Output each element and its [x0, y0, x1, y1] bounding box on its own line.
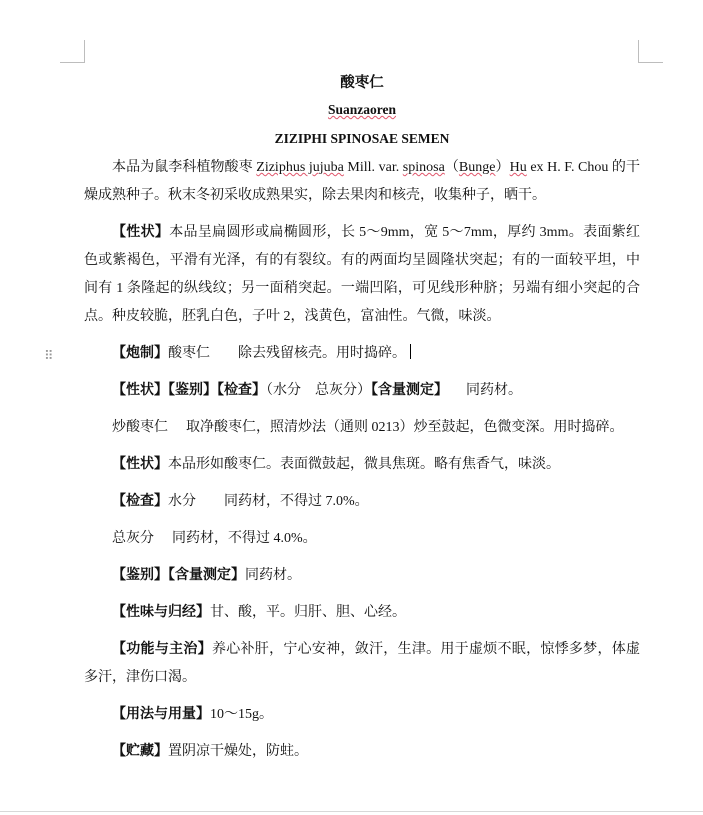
jianbie-label-2: 【含量测定】 — [168, 568, 245, 583]
intro-author1: Bunge — [458, 160, 496, 175]
xingwei-paragraph — [84, 599, 640, 627]
same-as-herb-paragraph — [84, 377, 640, 405]
chao-name: 炒酸枣仁 — [112, 420, 168, 435]
chao-text: 取净酸枣仁，照清炒法（通则 0213）炒至鼓起，色微变深。用时捣碎。 — [186, 420, 624, 435]
pinyin-text: Suanzaoren — [327, 102, 396, 117]
doc-title: 酸枣仁 — [340, 75, 384, 91]
zhucang-paragraph — [84, 738, 640, 766]
jianbie-label-1: 【鉴别】 — [112, 568, 168, 583]
margin-corner-top-right — [638, 40, 663, 63]
gongneng-paragraph — [84, 636, 640, 692]
jiancha-paragraph — [84, 488, 640, 516]
same-label-1: 【性状】 — [112, 383, 168, 398]
yongfa-paragraph — [84, 701, 640, 729]
chao-xingzhuang-paragraph — [84, 451, 640, 479]
document-body[interactable] — [84, 70, 640, 775]
intro-author2: Hu — [509, 160, 527, 175]
jiancha-label: 【检查】 — [112, 494, 168, 509]
gongneng-label: 【功能与主治】 — [112, 642, 212, 657]
xingzhuang-paragraph — [84, 219, 640, 331]
intro-paragraph — [84, 154, 640, 210]
chao-xingzhuang-label: 【性状】 — [112, 457, 168, 472]
jiancha-name: 水分 — [168, 494, 196, 509]
same-text: 同药材。 — [466, 383, 522, 398]
jiancha-text: 同药材，不得过 7.0%。 — [224, 494, 369, 509]
paozhi-name: 酸枣仁 — [168, 346, 210, 361]
huifen-name: 总灰分 — [112, 531, 154, 546]
chao-paragraph — [84, 414, 640, 442]
same-label-4: 【含量测定】 — [371, 383, 448, 398]
drag-handle-icon[interactable]: ⠿ — [44, 349, 54, 364]
paozhi-label: 【炮制】 — [112, 346, 168, 361]
huifen-text: 同药材，不得过 4.0%。 — [172, 531, 317, 546]
intro-var: spinosa — [402, 160, 445, 175]
jianbie-paragraph — [84, 562, 640, 590]
xingwei-label: 【性味与归经】 — [112, 605, 210, 620]
doc-pinyin — [84, 96, 640, 124]
paozhi-paragraph — [84, 340, 640, 368]
same-label-2: 【鉴别】 — [168, 383, 217, 398]
margin-corner-top-left — [60, 40, 85, 63]
doc-latin-name: ZIZIPHI SPINOSAE SEMEN — [274, 131, 450, 146]
intro-paren-open: （ — [444, 160, 459, 175]
same-paren: （水分 总灰分） — [266, 383, 371, 398]
intro-post: ex H. F. Chou 的干燥成熟种子。秋末冬初采收成熟果实，除去果肉和核壳，收集种子，晒干。 — [84, 160, 640, 203]
page-bottom-edge — [0, 811, 703, 812]
intro-mid: Mill. var. — [343, 160, 403, 175]
intro-species: Ziziphus jujuba — [256, 160, 344, 175]
xingzhuang-label: 【性状】 — [112, 225, 170, 240]
chao-xingzhuang-text: 本品形如酸枣仁。表面微鼓起，微具焦斑。略有焦香气，味淡。 — [168, 457, 560, 472]
xingzhuang-text: 本品呈扁圆形或扁椭圆形，长 5～9mm，宽 5～7mm，厚约 3mm。表面紫红色或紫褐色，平滑有光泽，有的有裂纹。有的两面均呈圆隆状突起；有的一面较平坦，中间有 1 条隆起的纵线纹；另一面稍突起。一端凹陷，可见线形种脐；另端有细小突起的合点。种皮较脆，胚乳白色，子叶 2，浅黄色，富油性。气微，味淡。 — [84, 225, 641, 324]
zhucang-label: 【贮藏】 — [112, 744, 168, 759]
same-label-3: 【检查】 — [217, 383, 266, 398]
intro-paren-close: ） — [495, 160, 510, 175]
huifen-paragraph — [84, 525, 640, 553]
intro-pre: 本品为鼠李科植物酸枣 — [112, 160, 257, 175]
gongneng-text: 养心补肝，宁心安神，敛汗，生津。用于虚烦不眠，惊悸多梦，体虚多汗，津伤口渴。 — [84, 642, 641, 685]
yongfa-text: 10～15g。 — [210, 707, 273, 722]
jianbie-text: 同药材。 — [245, 568, 301, 583]
text-cursor — [410, 344, 411, 359]
paozhi-text: 除去残留核壳。用时捣碎。 — [238, 346, 406, 361]
yongfa-label: 【用法与用量】 — [112, 707, 210, 722]
zhucang-text: 置阴凉干燥处，防蛀。 — [168, 744, 308, 759]
xingwei-text: 甘、酸，平。归肝、胆、心经。 — [210, 605, 406, 620]
